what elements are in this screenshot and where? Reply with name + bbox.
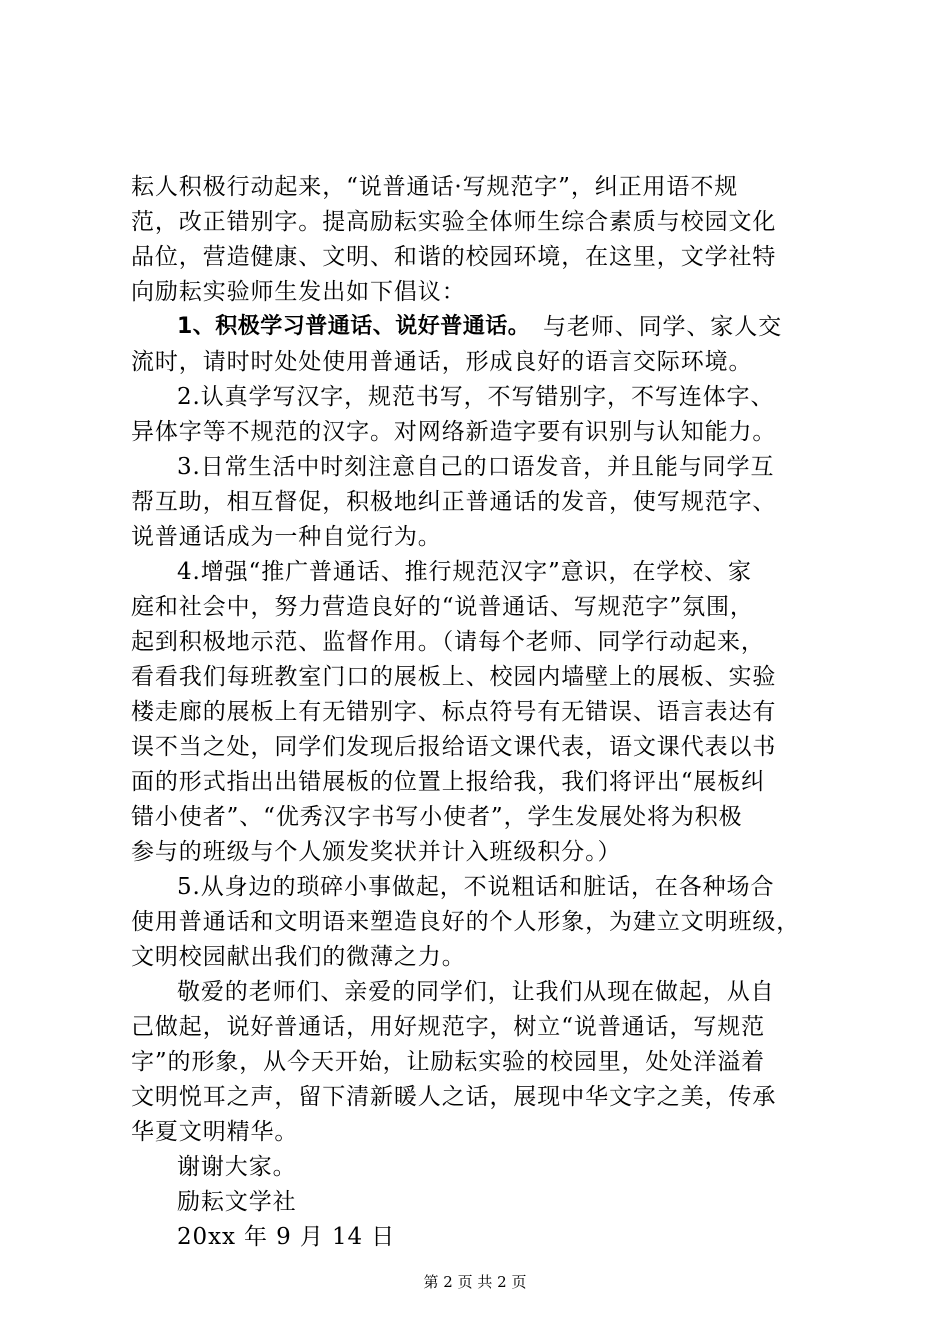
text-line: 使用普通话和文明语来塑造良好的个人形象，为建立文明班级， bbox=[131, 909, 801, 935]
text-line: 向励耘实验师生发出如下倡议： bbox=[131, 279, 466, 305]
text-line: 误不当之处，同学们发现后报给语文课代表，语文课代表以书 bbox=[131, 734, 777, 760]
text-line: 楼走廊的展板上有无错别字、标点符号有无错误、语言表达有 bbox=[131, 699, 777, 725]
signature-organization: 励耘文学社 bbox=[177, 1189, 297, 1215]
text-line: 参与的班级与个人颁发奖状并计入班级积分。） bbox=[131, 839, 622, 865]
text-line: 说普通话成为一种自觉行为。 bbox=[131, 524, 442, 550]
text-line: 字”的形象，从今天开始，让励耘实验的校园里，处处洋溢着 bbox=[131, 1049, 766, 1075]
initiative-heading-1: 1、积极学习普通话、说好普通话。 bbox=[177, 314, 531, 339]
text-line: 错小使者”、“优秀汉字书写小使者”，学生发展处将为积极 bbox=[131, 804, 743, 830]
text-line: 3.日常生活中时刻注意自己的口语发音，并且能与同学互 bbox=[177, 454, 775, 480]
text-line: 看看我们每班教室门口的展板上、校园内墙壁上的展板、实验 bbox=[131, 664, 777, 690]
text-line: 文明校园献出我们的微薄之力。 bbox=[131, 944, 466, 970]
text-line: 华夏文明精华。 bbox=[131, 1119, 299, 1145]
text-line: 己做起，说好普通话，用好规范字，树立“说普通话，写规范 bbox=[131, 1014, 766, 1040]
text-line: 流时，请时时处处使用普通话，形成良好的语言交际环境。 bbox=[131, 349, 753, 375]
text-line: 面的形式指出出错展板的位置上报给我，我们将评出“展板纠 bbox=[131, 769, 766, 795]
text-line: 起到积极地示范、监督作用。（请每个老师、同学行动起来， bbox=[131, 629, 765, 655]
text-line: 5.从身边的琐碎小事做起，不说粗话和脏话，在各种场合 bbox=[177, 874, 775, 900]
text-line: 文明悦耳之声，留下清新暖人之话，展现中华文字之美，传承 bbox=[131, 1084, 777, 1110]
text-line: 敬爱的老师们、亲爱的同学们，让我们从现在做起，从自 bbox=[177, 979, 775, 1005]
text-line: 与老师、同学、家人交 bbox=[543, 314, 782, 340]
text-line: 异体字等不规范的汉字。对网络新造字要有识别与认知能力。 bbox=[131, 419, 777, 445]
text-line: 庭和社会中，努力营造良好的“说普通话、写规范字”氛围， bbox=[131, 594, 754, 620]
signature-date: 20xx 年 9 月 14 日 bbox=[177, 1224, 396, 1250]
text-line: 耘人积极行动起来，“说普通话·写规范字”，纠正用语不规 bbox=[131, 174, 739, 200]
closing-thanks: 谢谢大家。 bbox=[177, 1154, 297, 1180]
text-line: 范，改正错别字。提高励耘实验全体师生综合素质与校园文化 bbox=[131, 209, 777, 235]
text-line: 帮互助，相互督促，积极地纠正普通话的发音，使写规范字、 bbox=[131, 489, 777, 515]
text-line: 2.认真学写汉字，规范书写，不写错别字，不写连体字、 bbox=[177, 384, 775, 410]
text-line: 品位，营造健康、文明、和谐的校园环境，在这里，文学社特 bbox=[131, 244, 777, 270]
text-line: 4.增强“推广普通话、推行规范汉字”意识，在学校、家 bbox=[177, 559, 752, 585]
page-number-footer: 第 2 页 共 2 页 bbox=[423, 1273, 527, 1291]
